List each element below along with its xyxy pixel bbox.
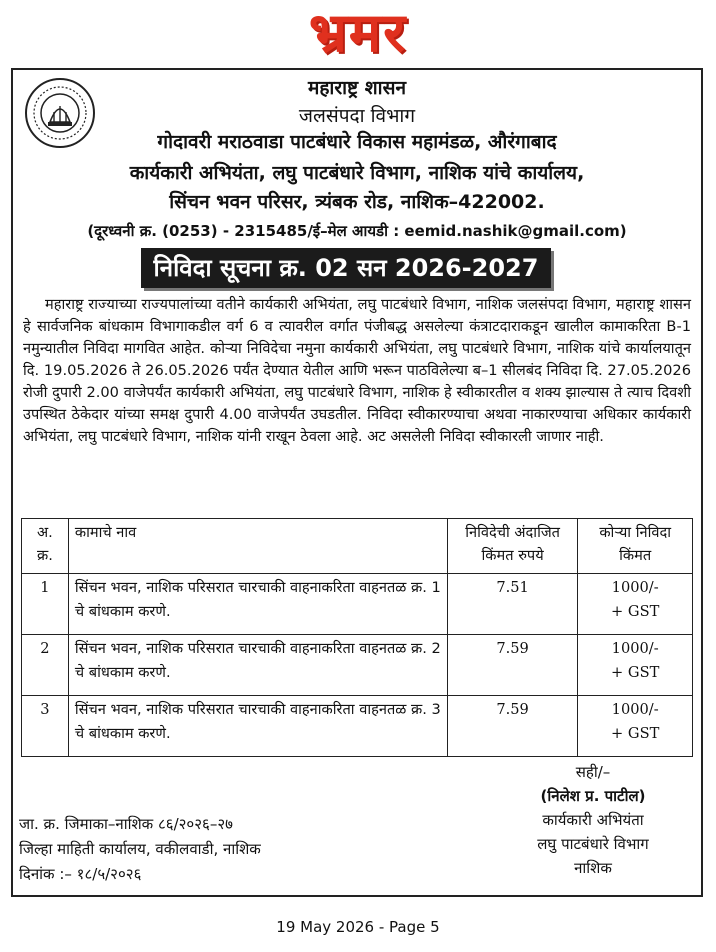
row-fee xyxy=(578,696,693,757)
row-work-name: सिंचन भवन, नाशिक परिसरात चारचाकी वाहनाकरिता वाहनतळ क्र. 1 चे बांधकाम करणे. xyxy=(68,574,447,635)
page-footer: 19 May 2026 - Page 5 xyxy=(276,918,440,936)
header-work-name: कामाचे नाव xyxy=(68,519,447,574)
table-row xyxy=(22,696,693,757)
header-government: महाराष्ट्र शासन xyxy=(307,77,406,99)
header-address: सिंचन भवन परिसर, त्र्यंबक रोड, नाशिक–422002. xyxy=(169,191,545,213)
signatory-designation: कार्यकारी अभियंता xyxy=(542,811,644,829)
row-fee-amount: 1000/- xyxy=(611,701,659,718)
row-cost: 7.59 xyxy=(447,696,578,757)
header-corporation: गोदावरी मराठवाडा पाटबंधारे विकास महामंडळ, औरंगाबाद xyxy=(157,131,557,153)
row-work-name: सिंचन भवन, नाशिक परिसरात चारचाकी वाहनाकरिता वाहनतळ क्र. 3 चे बांधकाम करणे. xyxy=(68,696,447,757)
row-serial: 3 xyxy=(22,696,69,757)
row-fee-tax: + GST xyxy=(611,725,660,742)
row-cost: 7.51 xyxy=(447,574,578,635)
newspaper-masthead xyxy=(0,0,716,66)
row-fee-amount: 1000/- xyxy=(611,640,659,657)
header-office: कार्यकारी अभियंता, लघु पाटबंधारे विभाग, नाशिक यांचे कार्यालय, xyxy=(129,162,585,184)
header-contact: (दूरध्वनी क्र. (0253) - 2315485/ई–मेल आयडी : eemid.nashik@gmail.com) xyxy=(87,222,627,240)
row-fee xyxy=(578,635,693,696)
signature-block xyxy=(493,760,693,880)
row-fee-tax: + GST xyxy=(611,603,660,620)
row-work-name: सिंचन भवन, नाशिक परिसरात चारचाकी वाहनाकरिता वाहनतळ क्र. 2 चे बांधकाम करणे. xyxy=(68,635,447,696)
notice-title: निविदा सूचना क्र. 02 सन 2026-2027 xyxy=(141,248,551,288)
header-form-fee: कोऱ्या निविदा किंमत xyxy=(578,519,693,574)
signatory-place: नाशिक xyxy=(574,859,612,877)
works-table xyxy=(21,518,693,757)
row-fee-tax: + GST xyxy=(611,664,660,681)
notice-body: महाराष्ट्र राज्याच्या राज्यपालांच्या वतीने कार्यकारी अभियंता, लघु पाटबंधारे विभाग, नाशिक जलसंपदा विभाग, महाराष्ट्र शासन हे सार्वजनिक बांधकाम विभागाकडील वर्ग 6 व त्यावरील वर्गात पंजीबद्ध असलेल्या कंत्राटदाराकडून खालील कामाकरिता B-1 नमुन्यातील निविदा मागवित आहेत. कोऱ्या निविदेचा नमुना कार्यकारी अभियंता, लघु पाटबंधारे विभाग, नाशिक यांचे कार्यालयातून दि. 19.05.2026 ते 26.05.2026 पर्यंत देण्यात येतील आणि भरून पाठविलेल्या ब–1 सीलबंद निविदा दि. 27.05.2026 रोजी दुपारी 2.00 वाजेपर्यंत कार्यकारी अभियंता, लघु पाटबंधारे विभाग, नाशिक हे स्वीकारतील व शक्य झाल्यास ते त्याच दिवशी उपस्थित ठेकेदार यांच्या समक्ष दुपारी 4.00 वाजेपर्यंत उघडतील. निविदा स्वीकारण्याचा अथवा नाकारण्याचा अधिकार कार्यकारी अभियंता, लघु पाटबंधारे विभाग, नाशिक यांनी राखून ठेवला आहे. अट असलेली निविदा स्वीकारली जाणार नाही. xyxy=(23,296,691,445)
row-fee xyxy=(578,574,693,635)
reference-number: जा. क्र. जिमाका–नाशिक ८६/२०२६–२७ xyxy=(19,815,233,833)
table-header-row xyxy=(22,519,693,574)
signatory-office: लघु पाटबंधारे विभाग xyxy=(537,835,649,853)
row-cost: 7.59 xyxy=(447,635,578,696)
header-estimated-cost: निविदेची अंदाजित किंमत रुपये xyxy=(447,519,578,574)
masthead-logo: भ्रमर xyxy=(308,1,408,64)
reference-block xyxy=(19,812,261,887)
header-serial: अ. क्र. xyxy=(22,519,69,574)
tender-notice xyxy=(11,68,703,897)
row-serial: 1 xyxy=(22,574,69,635)
header-department: जलसंपदा विभाग xyxy=(298,105,416,127)
signatory-name: (निलेश प्र. पाटील) xyxy=(540,787,646,805)
reference-office: जिल्हा माहिती कार्यालय, वकीलवाडी, नाशिक xyxy=(19,840,261,858)
table-row xyxy=(22,574,693,635)
reference-date: दिनांक :– १८/५/२०२६ xyxy=(19,865,142,883)
row-fee-amount: 1000/- xyxy=(611,579,659,596)
table-row xyxy=(22,635,693,696)
signature-mark: सही/– xyxy=(575,763,611,781)
row-serial: 2 xyxy=(22,635,69,696)
